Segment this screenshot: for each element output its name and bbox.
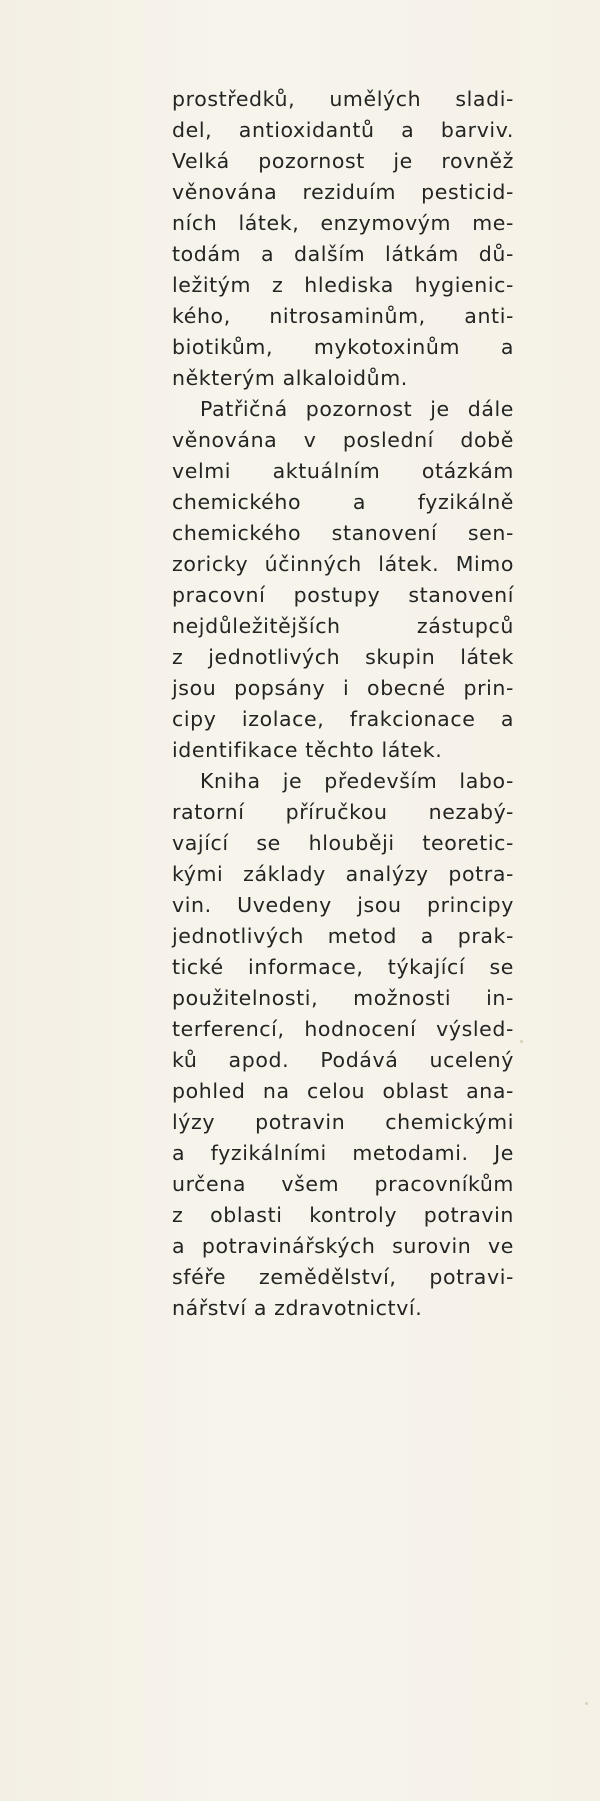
text-line: pracovní postupy stanovení (172, 583, 514, 607)
text-line: velmi aktuálním otázkám (172, 459, 514, 483)
text-line: některým alkaloidům. (172, 366, 408, 390)
text-line: pohled na celou oblast ana- (172, 1079, 514, 1103)
text-line: del, antioxidantů a barviv. (172, 118, 514, 142)
text-line: určena všem pracovníkům (172, 1172, 514, 1196)
text-line: chemického stanovení sen- (172, 521, 514, 545)
text-line: věnována v poslední době (172, 428, 514, 452)
text-line: kého, nitrosaminům, anti- (172, 304, 514, 328)
text-line: Patřičná pozornost je dále (200, 397, 514, 421)
text-line: zoricky účinných látek. Mimo (172, 552, 514, 576)
text-line: jsou popsány i obecné prin- (172, 676, 514, 700)
text-line: todám a dalším látkám dů- (172, 242, 514, 266)
text-line: vající se hlouběji teoretic- (172, 831, 514, 855)
text-line: prostředků, umělých sladi- (172, 87, 514, 111)
text-column (172, 84, 514, 1324)
text-line: z oblasti kontroly potravin (172, 1203, 514, 1227)
text-line: nejdůležitějších zástupců (172, 614, 514, 638)
text-line: chemického a fyzikálně (172, 490, 514, 514)
text-line: kými základy analýzy potra- (172, 862, 514, 886)
text-line: ratorní příručkou nezabý- (172, 800, 514, 824)
text-line: sféře zemědělství, potravi- (172, 1265, 514, 1289)
paragraph-2 (172, 394, 514, 766)
paper-speck (585, 1702, 588, 1705)
text-line: nářství a zdravotnictví. (172, 1296, 423, 1320)
text-line: a potravinářských surovin ve (172, 1234, 514, 1258)
text-line: vin. Uvedeny jsou principy (172, 893, 514, 917)
text-line: tické informace, týkající se (172, 955, 514, 979)
text-line: Velká pozornost je rovněž (172, 149, 514, 173)
text-line: ních látek, enzymovým me- (172, 211, 514, 235)
text-line: ležitým z hlediska hygienic- (172, 273, 514, 297)
paper-speck (520, 1040, 523, 1043)
text-line: Kniha je především labo- (200, 769, 514, 793)
text-line: z jednotlivých skupin látek (172, 645, 514, 669)
paragraph-3 (172, 766, 514, 1324)
text-line: věnována reziduím pesticid- (172, 180, 514, 204)
text-line: lýzy potravin chemickými (172, 1110, 514, 1134)
text-line: jednotlivých metod a prak- (172, 924, 514, 948)
text-line: cipy izolace, frakcionace a (172, 707, 514, 731)
text-line: ků apod. Podává ucelený (172, 1048, 514, 1072)
text-line: a fyzikálními metodami. Je (172, 1141, 514, 1165)
text-line: identifikace těchto látek. (172, 738, 443, 762)
text-line: biotikům, mykotoxinům a (172, 335, 514, 359)
text-line: použitelnosti, možnosti in- (172, 986, 514, 1010)
paragraph-1 (172, 84, 514, 394)
text-line: terferencí, hodnocení výsled- (172, 1017, 514, 1041)
